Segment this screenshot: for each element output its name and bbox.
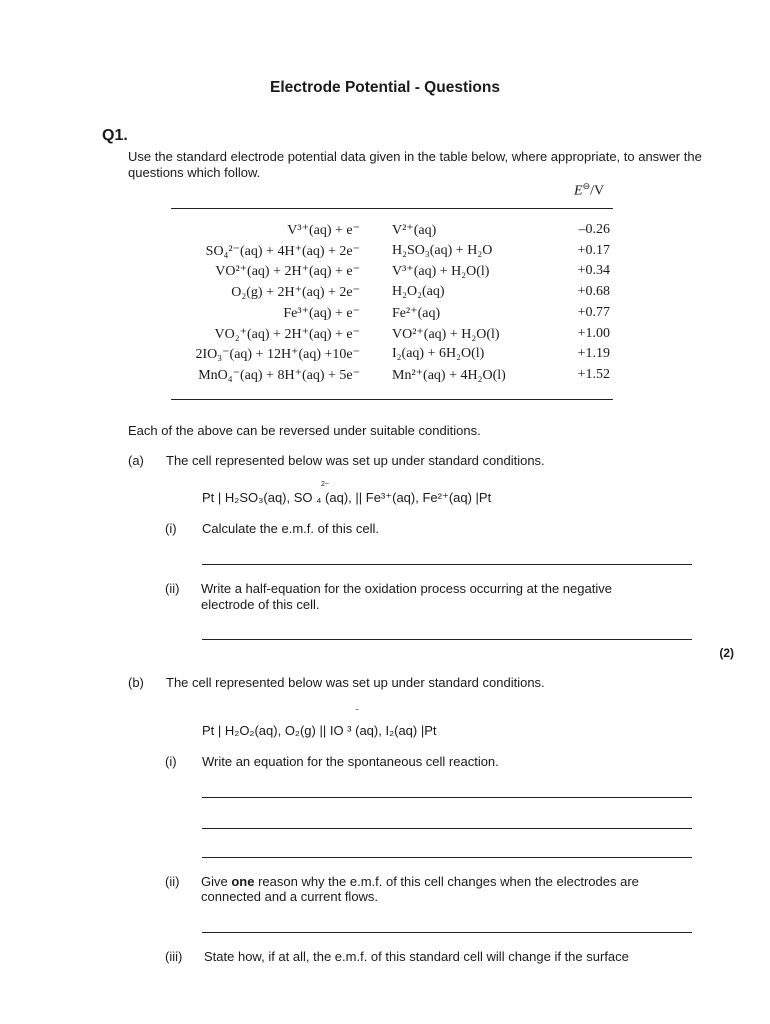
part-a-i-text: Calculate the e.m.f. of this cell. (202, 521, 380, 536)
part-a-i-label: (i) (165, 521, 177, 536)
table-row (150, 346, 620, 366)
table-row (150, 305, 620, 325)
half-equation-products: V³⁺(aq) + H₂O(l) (392, 264, 490, 280)
part-b-ii-text-after: reason why the e.m.f. of this cell changes when the electrodes are (254, 874, 639, 889)
table-row (150, 243, 620, 263)
question-number: Q1. (102, 127, 128, 144)
question-intro: Use the standard electrode potential data given in the table below, where appropriate, to answer the questions which follow. (128, 149, 702, 180)
part-b-i-label: (i) (165, 754, 177, 769)
e-symbol: E (574, 183, 583, 199)
page-title: Electrode Potential - Questions (270, 79, 500, 96)
part-a-ii-label: (ii) (165, 581, 180, 596)
half-equation-reactants: V³⁺(aq) + e⁻ (287, 223, 360, 238)
part-b-ii-label: (ii) (165, 874, 180, 889)
part-b-cell-notation: Pt | H₂O₂(aq), O₂(g) || IO ³ (aq), I₂(aq) |Pt (202, 723, 437, 738)
part-b-i-text: Write an equation for the spontaneous cell reaction. (202, 754, 499, 769)
part-b-text: The cell represented below was set up under standard conditions. (166, 675, 545, 690)
part-b-cell-superscript: − (355, 707, 360, 714)
volt-unit: /V (590, 183, 605, 199)
half-equation-products: H₂O₂(aq) (392, 284, 445, 300)
electrode-potential-value: –0.26 (578, 222, 610, 237)
part-b-ii-text (201, 874, 639, 889)
table-top-rule (171, 208, 613, 209)
half-equation-products: VO²⁺(aq) + H₂O(l) (392, 326, 500, 342)
part-a-cell-superscript: 2− (321, 481, 329, 488)
reversal-note: Each of the above can be reversed under suitable conditions. (128, 423, 481, 438)
part-a-cell-notation: Pt | H₂SO₃(aq), SO ₄ (aq), || Fe³⁺(aq), Fe²⁺(aq) |Pt (202, 490, 492, 505)
answer-line[interactable] (202, 932, 692, 933)
electrode-potential-value: +0.77 (577, 304, 610, 320)
table-row (150, 222, 620, 242)
half-equation-reactants: VO²⁺(aq) + 2H⁺(aq) + e⁻ (215, 264, 360, 280)
half-equation-reactants: Fe³⁺(aq) + e⁻ (283, 305, 360, 321)
half-equation-reactants: MnO₄⁻(aq) + 8H⁺(aq) + 5e⁻ (198, 367, 360, 383)
part-a-ii-text-line1: Write a half-equation for the oxidation process occurring at the negative (201, 581, 612, 596)
electrode-potential-value: +1.00 (577, 325, 610, 341)
part-a-text: The cell represented below was set up under standard conditions. (166, 453, 545, 468)
standard-mark: ⊖ (582, 181, 591, 191)
half-equation-products: Mn²⁺(aq) + 4H₂O(l) (392, 367, 506, 383)
table-bottom-rule (171, 399, 613, 400)
table-row (150, 367, 620, 387)
table-row (150, 326, 620, 346)
electrode-potential-value: +1.19 (577, 346, 610, 362)
marks-badge: (2) (719, 646, 734, 660)
part-a-label: (a) (128, 453, 144, 468)
electrode-potential-value: +0.68 (577, 284, 610, 300)
half-equation-reactants: 2IO₃⁻(aq) + 12H⁺(aq) +10e⁻ (195, 347, 360, 363)
half-equation-reactants: SO₄²⁻(aq) + 4H⁺(aq) + 2e⁻ (205, 243, 360, 259)
answer-line[interactable] (202, 564, 692, 565)
electrode-potential-value: +0.17 (577, 242, 610, 258)
half-equation-products: H₂SO₃(aq) + H₂O (392, 242, 493, 258)
table-row (150, 284, 620, 304)
part-a-ii-text-line2: electrode of this cell. (201, 597, 320, 612)
table-row (150, 263, 620, 283)
e-standard-header (574, 181, 604, 200)
half-equation-reactants: O₂(g) + 2H⁺(aq) + 2e⁻ (231, 285, 360, 301)
part-b-iii-label: (iii) (165, 949, 183, 964)
electrode-potential-value: +0.34 (577, 263, 610, 279)
half-equation-products: I₂(aq) + 6H₂O(l) (392, 346, 485, 362)
part-b-ii-text-before: Give (201, 874, 232, 889)
answer-line[interactable] (202, 857, 692, 858)
emphasis-one: one (231, 874, 255, 889)
answer-line[interactable] (202, 797, 692, 798)
half-equation-products: Fe²⁺(aq) (392, 305, 441, 321)
half-equation-products: V²⁺(aq) (392, 223, 437, 238)
part-b-iii-text: State how, if at all, the e.m.f. of this standard cell will change if the surface (204, 949, 629, 964)
electrode-potential-value: +1.52 (577, 366, 610, 382)
answer-line[interactable] (202, 639, 692, 640)
part-b-label: (b) (128, 675, 144, 690)
half-equation-reactants: VO₂⁺(aq) + 2H⁺(aq) + e⁻ (214, 326, 360, 342)
part-b-ii-text-line2: connected and a current flows. (201, 889, 379, 904)
answer-line[interactable] (202, 828, 692, 829)
